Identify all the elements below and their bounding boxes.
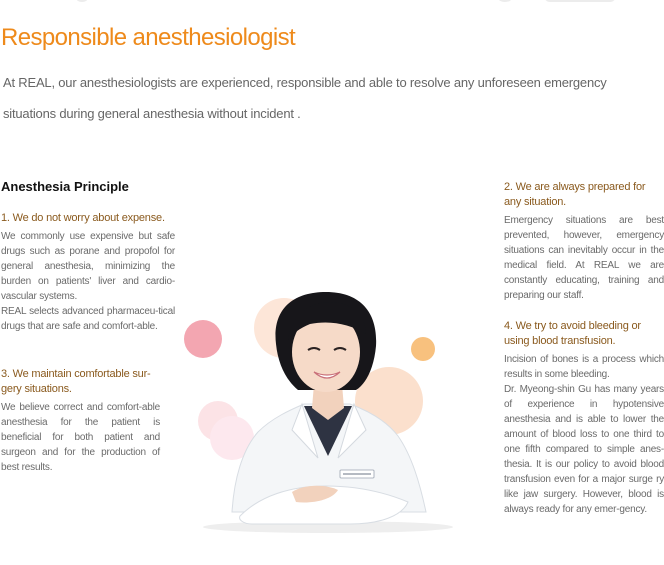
decor-circle <box>184 320 222 358</box>
principle-item-4 <box>504 319 664 517</box>
principle-item-text: Emergency situations are best prevented, however, emergency situations can inevitably occur in the medical field. At REAL we are constantly educating, training and preparing our staff. <box>504 215 664 301</box>
principle-item-text: We believe correct and comfort-able anesthesia for the patient is beneficial for both patient and surgeon and for the production of best results. <box>1 402 160 473</box>
principle-item-text: Incision of bones is a process which results in some bleeding. <box>504 354 664 380</box>
principle-item-text: We commonly use expensive but safe drugs such as porane and propofol for general anesthesia, minimizing the burden on patients' liver and cardio-vascular systems. <box>1 231 175 302</box>
principle-item-title: 2. We are always prepared for any situation. <box>504 181 646 208</box>
top-decoration <box>498 0 512 2</box>
principle-item-text: Dr. Myeong-shin Gu has many years of experience in hypotensive anesthesia and is able to lower the amount of blood loss to one third to one fifth compared to simple anes-thesia. It is our policy to avoid blood transfusion even for a major surge ry like jaw surgery. However, blood is always ready for any emer-gency. <box>504 384 664 515</box>
principle-item-title: 3. We maintain comfortable sur-gery situations. <box>1 368 151 395</box>
decor-circle <box>411 337 435 361</box>
principle-item-3 <box>1 367 160 475</box>
principle-item-title: 1. We do not worry about expense. <box>1 212 165 224</box>
principle-item-text: REAL selects advanced pharmaceu-tical drugs that are safe and comfort-able. <box>1 306 175 332</box>
page-title: Responsible anesthesiologist <box>1 24 296 51</box>
top-decoration <box>544 0 616 2</box>
doctor-portrait <box>180 280 470 542</box>
principle-item-title: 4. We try to avoid bleeding or using blood transfusion. <box>504 320 641 347</box>
top-decoration <box>76 0 88 2</box>
principle-item-1 <box>1 211 175 334</box>
intro-paragraph: At REAL, our anesthesiologists are experienced, responsible and able to resolve any unforeseen emergency situations during general anesthesia without incident . <box>3 75 607 121</box>
section-heading: Anesthesia Principle <box>1 179 129 194</box>
principle-item-2 <box>504 180 664 303</box>
